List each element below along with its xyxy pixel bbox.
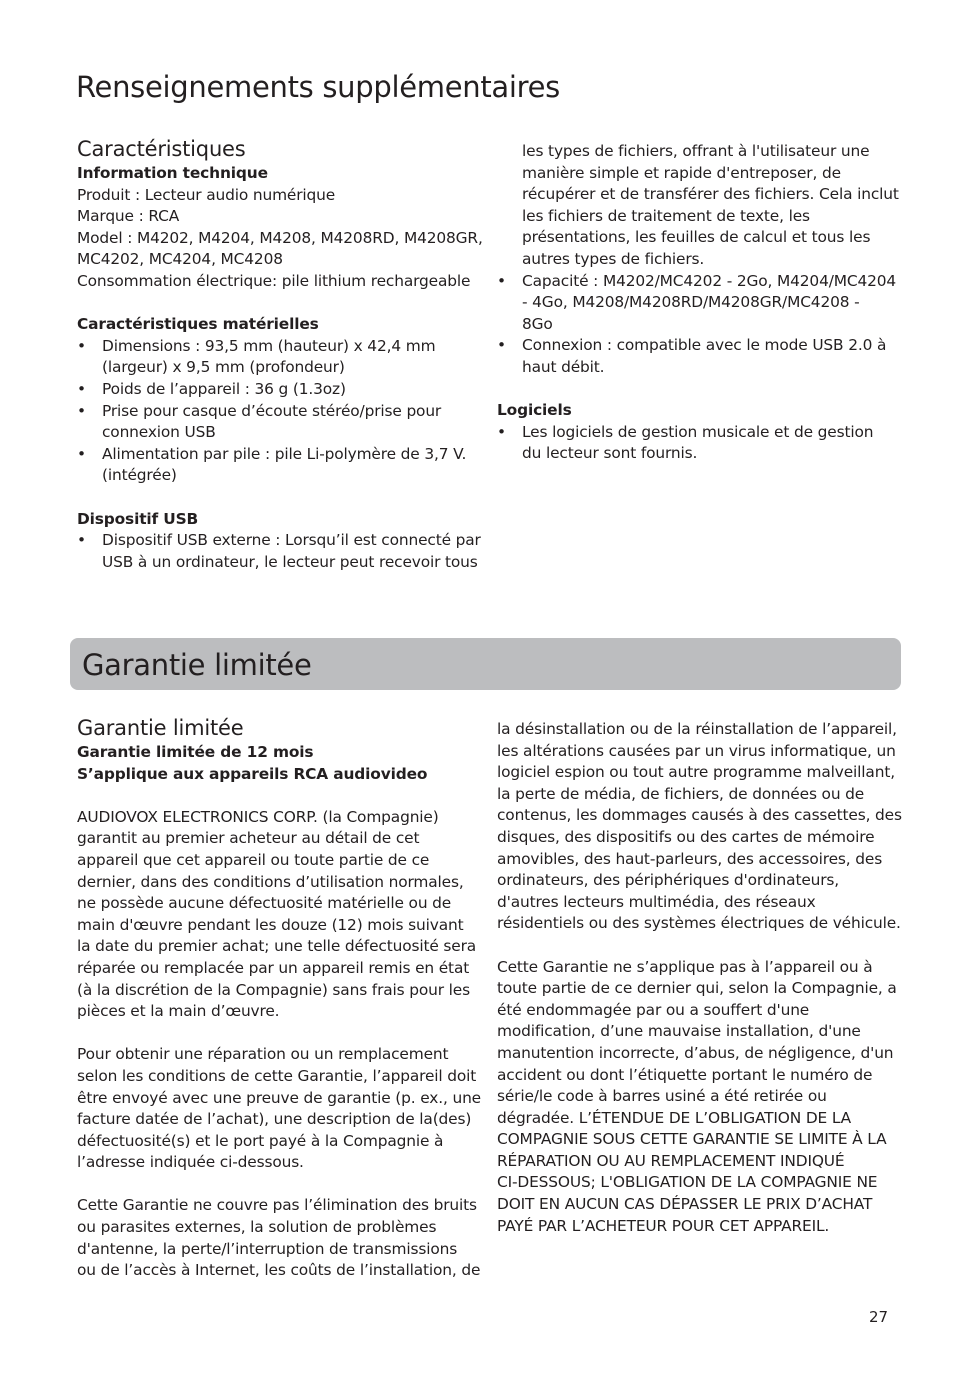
text-line: autres types de fichiers. <box>522 249 705 268</box>
paragraph <box>77 1195 481 1281</box>
text-line: les types de fichiers, offrant à l'utilisateur une <box>522 142 870 160</box>
text-line: modification, d’une mauvaise installation, d'une <box>497 1022 861 1041</box>
text-line: Alimentation par pile : pile Li-polymère de 3,7 V. <box>102 444 467 463</box>
warranty-subtitle: Garantie limitée de 12 mois <box>77 743 314 761</box>
hardware-title: Caractéristiques matérielles <box>77 315 319 334</box>
list-item <box>77 444 477 487</box>
text-line: du lecteur sont fournis. <box>522 444 698 463</box>
text-line: défectuosité(s) et le port payé à la Compagnie à <box>77 1131 444 1150</box>
text-line: les fichiers de traitement de texte, les <box>522 206 810 225</box>
paragraph <box>77 807 477 1023</box>
text-line: manutention incorrecte, d’abus, de négligence, d'un <box>497 1043 894 1062</box>
list-item <box>77 401 477 444</box>
text-line: Poids de l’appareil : 36 g (1.3oz) <box>102 379 346 398</box>
text-line: PAYÉ PAR L’ACHETEUR POUR CET APPAREIL. <box>497 1216 830 1235</box>
text-line: récupérer et de transférer des fichiers. Cela inclut <box>522 185 899 204</box>
text-line: présentations, les feuilles de calcul et tous les <box>522 228 871 247</box>
text-line: Consommation électrique: pile lithium rechargeable <box>77 271 471 290</box>
software-title: Logiciels <box>497 401 572 420</box>
text-line: dégradée. L’ÉTENDUE DE L’OBLIGATION DE LA <box>497 1108 852 1127</box>
text-line: facture datée de l’achat), une description de la(des) <box>77 1110 472 1129</box>
tech-info-lines <box>77 185 483 293</box>
text-line: l’adresse indiquée ci-dessous. <box>77 1153 304 1172</box>
text-line: été endommagée par ou a souffert d'une <box>497 1000 810 1019</box>
text-line: ou parasites externes, la solution de problèmes <box>77 1218 437 1237</box>
text-line: Les logiciels de gestion musicale et de gestion <box>522 422 874 441</box>
bullet-icon: • <box>497 422 506 441</box>
hardware-list <box>77 336 477 487</box>
text-line: MC4202, MC4204, MC4208 <box>77 250 283 269</box>
text-line: ne possède aucune défectuosité matérielle ou de <box>77 894 452 913</box>
text-line: accident ou dont l’étiquette portant le numéro de <box>497 1065 873 1084</box>
text-line: contenus, les dommages causés à des cassettes, des <box>497 806 902 825</box>
spec-heading: Caractéristiques <box>77 137 246 161</box>
warranty-heading: Garantie limitée <box>77 716 244 740</box>
text-line: Cette Garantie ne s’applique pas à l’appareil ou à <box>497 957 873 976</box>
tech-info-title: Information technique <box>77 164 268 182</box>
text-line: RÉPARATION OU AU REMPLACEMENT INDIQUÉ <box>497 1151 845 1170</box>
text-line: Prise pour casque d’écoute stéréo/prise pour <box>102 401 442 420</box>
text-line: d'antenne, la perte/l’interruption de transmissions <box>77 1239 458 1258</box>
banner-title: Garantie limitée <box>82 648 312 682</box>
text-line: Produit : Lecteur audio numérique <box>77 185 336 204</box>
text-line: - 4Go, M4208/M4208RD/M4208GR/MC4208 - <box>522 293 860 312</box>
list-item <box>497 271 897 336</box>
bullet-icon: • <box>77 401 86 420</box>
text-line: Capacité : M4202/MC4202 - 2Go, M4204/MC4204 <box>522 271 897 290</box>
page-title: Renseignements supplémentaires <box>76 70 560 104</box>
paragraph <box>497 957 897 1238</box>
warranty-subtitle: S’applique aux appareils RCA audiovideo <box>77 764 428 783</box>
list-item <box>497 422 897 465</box>
text-line: Dispositif USB externe : Lorsqu’il est connecté par <box>102 531 481 550</box>
text-line: Pour obtenir une réparation ou un remplacement <box>77 1045 449 1064</box>
text-line: disques, des dispositifs ou des cartes de mémoire <box>497 827 875 846</box>
text-line: ordinateurs, des périphériques d'ordinateurs, <box>497 871 840 890</box>
text-line: ou de l’accès à Internet, les coûts de l’installation, de <box>77 1261 481 1280</box>
list-item <box>77 336 477 379</box>
text-line: Connexion : compatible avec le mode USB 2.0 à <box>522 336 887 355</box>
warranty-left-column <box>77 715 481 1282</box>
text-line: manière simple et rapide d'entreposer, de <box>522 163 841 182</box>
page-number: 27 <box>869 1308 889 1326</box>
text-line: connexion USB <box>102 423 216 442</box>
bullet-icon: • <box>77 531 86 550</box>
text-line: série/le code à barres usiné a été retirée ou <box>497 1087 827 1106</box>
bullet-icon: • <box>77 444 86 463</box>
usb-continued <box>497 141 897 271</box>
text-line: les altérations causées par un virus informatique, un <box>497 741 896 760</box>
text-line: AUDIOVOX ELECTRONICS CORP. (la Compagnie) <box>77 807 439 826</box>
text-line: Dimensions : 93,5 mm (hauteur) x 42,4 mm <box>102 336 436 355</box>
text-line: (largeur) x 9,5 mm (profondeur) <box>102 358 345 377</box>
bullet-icon: • <box>497 271 506 290</box>
text-line: Cette Garantie ne couvre pas l’élimination des bruits <box>77 1196 477 1215</box>
text-line: Marque : RCA <box>77 207 180 226</box>
text-line: d'autres lecteurs multimédia, des réseaux <box>497 892 816 911</box>
text-line: USB à un ordinateur, le lecteur peut recevoir tous <box>102 552 478 571</box>
text-line: dernier, dans des conditions d’utilisation normales, <box>77 872 464 891</box>
text-line: Model : M4202, M4204, M4208, M4208RD, M4208GR, <box>77 228 483 247</box>
text-line: COMPAGNIE SOUS CETTE GARANTIE SE LIMITE À LA <box>497 1130 887 1149</box>
usb-title: Dispositif USB <box>77 509 199 528</box>
spec-right-column <box>497 141 897 465</box>
warranty-right-column <box>497 719 902 1237</box>
bullet-icon: • <box>77 336 86 355</box>
text-line: CI-DESSOUS; L'OBLIGATION DE LA COMPAGNIE NE <box>497 1173 878 1192</box>
bullet-icon: • <box>497 336 506 355</box>
paragraph <box>77 1044 481 1174</box>
list-item <box>77 530 481 573</box>
text-line: la date du premier achat; une telle défectuosité sera <box>77 937 477 956</box>
text-line: (à la discrétion de la Compagnie) sans frais pour les <box>77 980 470 999</box>
text-line: selon les conditions de cette Garantie, l’appareil doit <box>77 1066 477 1085</box>
text-line: pièces et la main d’œuvre. <box>77 1002 280 1021</box>
text-line: la désinstallation ou de la réinstallation de l’appareil, <box>497 720 897 738</box>
paragraph <box>497 719 902 935</box>
text-line: main d'œuvre pendant les douze (12) mois suivant <box>77 915 464 934</box>
spec-left-column <box>77 136 483 573</box>
text-line: DOIT EN AUCUN CAS DÉPASSER LE PRIX D’ACHAT <box>497 1195 873 1214</box>
text-line: la perte de média, de fichiers, de données ou de <box>497 784 865 803</box>
text-line: 8Go <box>522 314 553 333</box>
text-line: garantit au premier acheteur au détail de cet <box>77 829 420 848</box>
text-line: (intégrée) <box>102 466 177 485</box>
text-line: être envoyé avec une preuve de garantie (p. ex., une <box>77 1088 481 1107</box>
text-line: réparée ou remplacée par un appareil remis en état <box>77 958 470 977</box>
section-banner <box>70 638 901 690</box>
text-line: logiciel espion ou tout autre programme malveillant, <box>497 763 895 782</box>
text-line: toute partie de ce dernier qui, selon la Compagnie, a <box>497 979 897 998</box>
text-line: appareil que cet appareil ou toute partie de ce <box>77 850 430 869</box>
text-line: amovibles, des haut-parleurs, des accessoires, des <box>497 849 883 868</box>
list-item <box>497 335 897 378</box>
text-line: résidentiels ou des systèmes électriques de véhicule. <box>497 914 901 933</box>
list-item <box>77 379 477 401</box>
text-line: haut débit. <box>522 357 605 376</box>
bullet-icon: • <box>77 379 86 398</box>
